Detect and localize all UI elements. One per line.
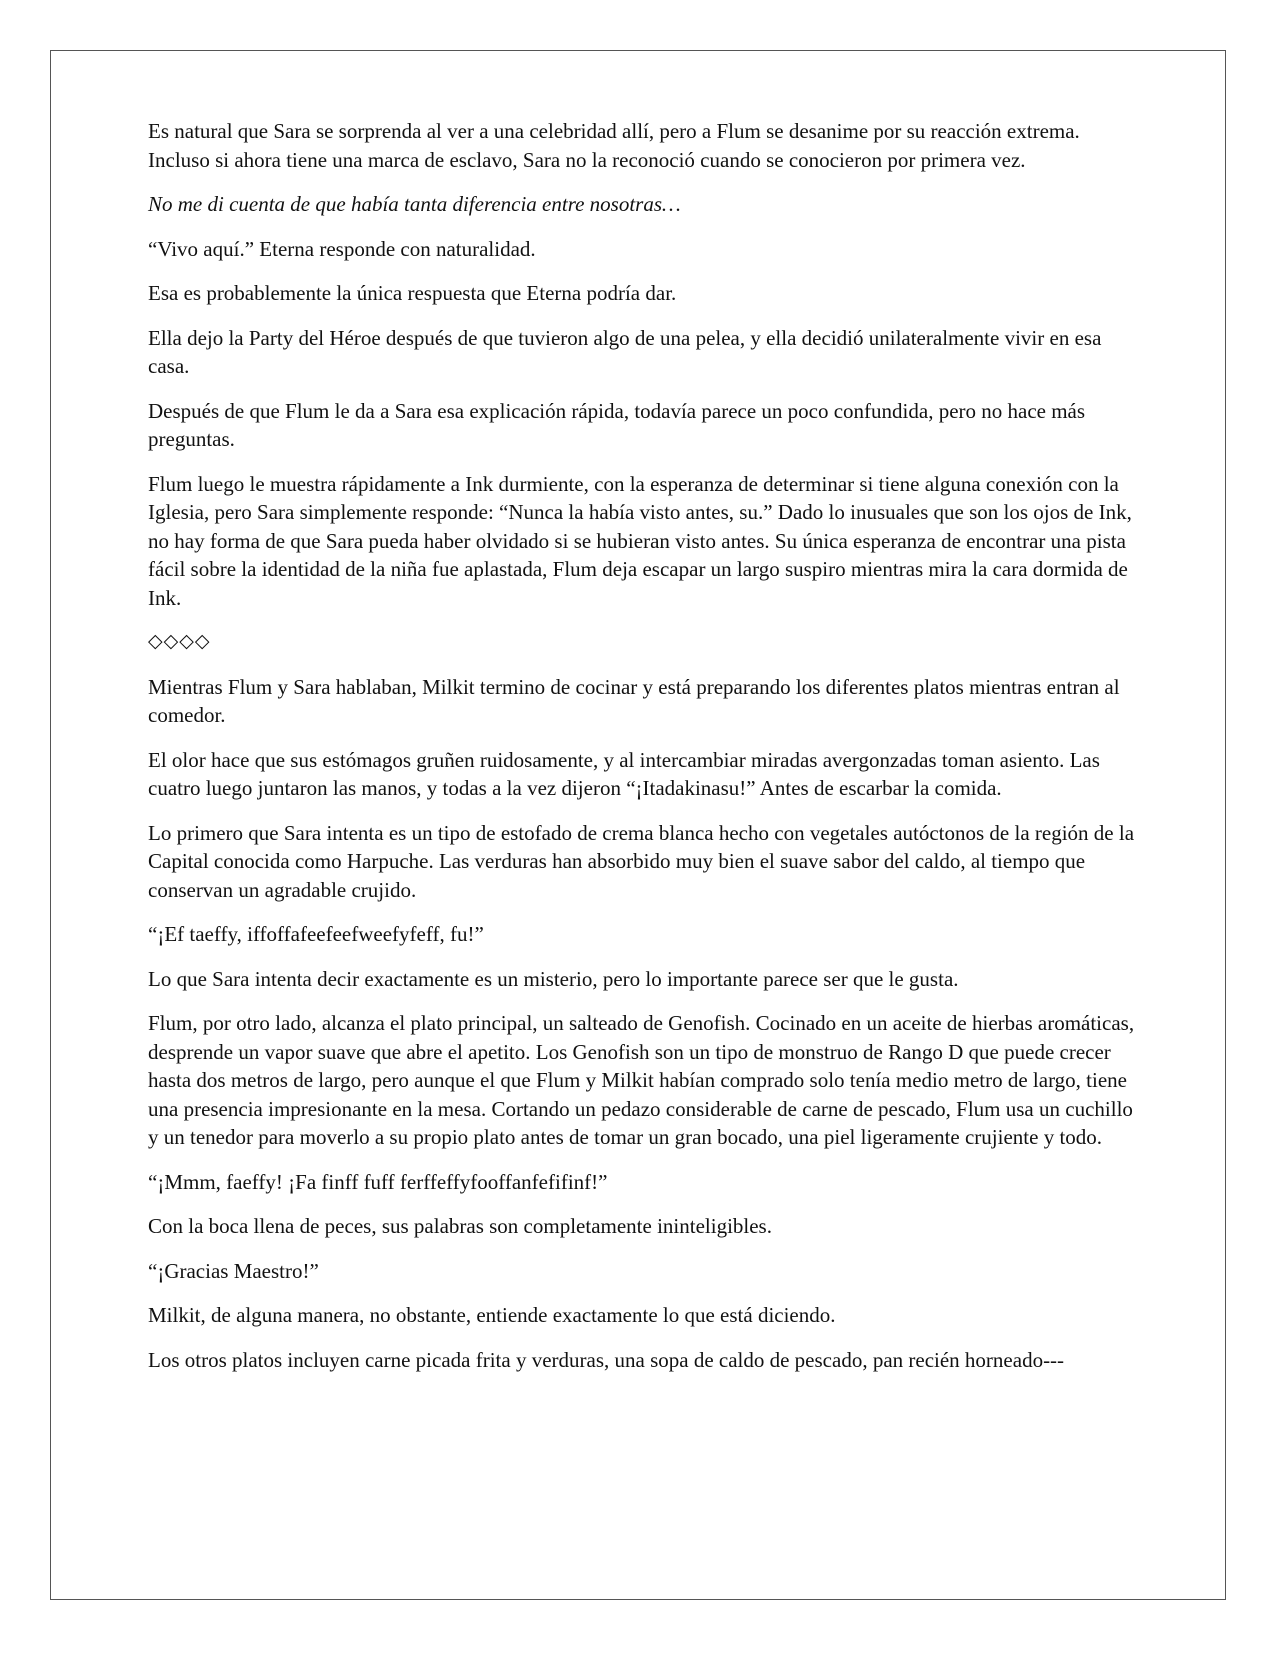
paragraph: “¡Mmm, faeffy! ¡Fa finff fuff ferffeffyfooffanfefifinf!” xyxy=(148,1169,608,1194)
paragraph: Esa es probablemente la única respuesta que Eterna podría dar. xyxy=(148,281,677,305)
paragraph: El olor hace que sus estómagos gruñen ruidosamente, y al intercambiar miradas avergonzadas toman asiento. Las cuatro luego juntaron las manos, y todas a la vez dijeron “¡Itadakinasu!” Antes de escarbar la comida. xyxy=(148,747,1100,800)
paragraph: Milkit, de alguna manera, no obstante, entiende exactamente lo que está diciendo. xyxy=(148,1303,836,1327)
paragraph: Es natural que Sara se sorprenda al ver a una celebridad allí, pero a Flum se desanime por su reacción extrema. Incluso si ahora tiene una marca de esclavo, Sara no la reconoció cuando se conocieron por primera vez. xyxy=(148,119,1080,172)
paragraph: “¡Ef taeffy, iffoffafeefeefweefyfeff, fu!” xyxy=(148,922,484,946)
paragraph: Ella dejo la Party del Héroe después de que tuvieron algo de una pelea, y ella decidió unilateralmente vivir en esa casa. xyxy=(148,325,1102,378)
paragraph: Lo que Sara intenta decir exactamente es un misterio, pero lo importante parece ser que le gusta. xyxy=(148,966,959,991)
document-body xyxy=(148,117,1138,1390)
paragraph: Con la boca llena de peces, sus palabras son completamente ininteligibles. xyxy=(148,1214,772,1238)
paragraph-italic-thought: No me di cuenta de que había tanta diferencia entre nosotras… xyxy=(148,192,681,216)
paragraph: Flum luego le muestra rápidamente a Ink durmiente, con la esperanza de determinar si tiene alguna conexión con la Iglesia, pero Sara simplemente responde: “Nunca la había visto antes, su.” Dado lo inusuales que son los ojos de Ink, no hay forma de que Sara pueda haber olvidado si se hubieran visto antes. Su única esperanza de encontrar una pista fácil sobre la identidad de la niña fue aplastada, Flum deja escapar un largo suspiro mientras mira la cara dormida de Ink. xyxy=(148,471,1132,610)
paragraph: “Vivo aquí.” Eterna responde con naturalidad. xyxy=(148,236,536,261)
paragraph: Flum, por otro lado, alcanza el plato principal, un salteado de Genofish. Cocinado en un aceite de hierbas aromáticas, desprende un vapor suave que abre el apetito. Los Genofish son un tipo de monstruo de Rango D que puede crecer hasta dos metros de largo, pero aunque el que Flum y Milkit habían comprado solo tenía medio metro de largo, tiene una presencia impresionante en la mesa. Cortando un pedazo considerable de carne de pescado, Flum usa un cuchillo y un tenedor para moverlo a su propio plato antes de tomar un gran bocado, una piel ligeramente crujiente y todo. xyxy=(148,1011,1135,1149)
paragraph: Después de que Flum le da a Sara esa explicación rápida, todavía parece un poco confundida, pero no hace más preguntas. xyxy=(148,398,1086,451)
paragraph: Los otros platos incluyen carne picada frita y verduras, una sopa de caldo de pescado, pan recién horneado--- xyxy=(148,1347,1065,1372)
paragraph: “¡Gracias Maestro!” xyxy=(148,1258,319,1283)
paragraph: Mientras Flum y Sara hablaban, Milkit termino de cocinar y está preparando los diferentes platos mientras entran al comedor. xyxy=(148,674,1120,727)
scene-separator: ◇◇◇◇ xyxy=(148,631,211,652)
paragraph: Lo primero que Sara intenta es un tipo de estofado de crema blanca hecho con vegetales autóctonos de la región de la Capital conocida como Harpuche. Las verduras han absorbido muy bien el suave sabor del caldo, al tiempo que conservan un agradable crujido. xyxy=(148,820,1135,902)
